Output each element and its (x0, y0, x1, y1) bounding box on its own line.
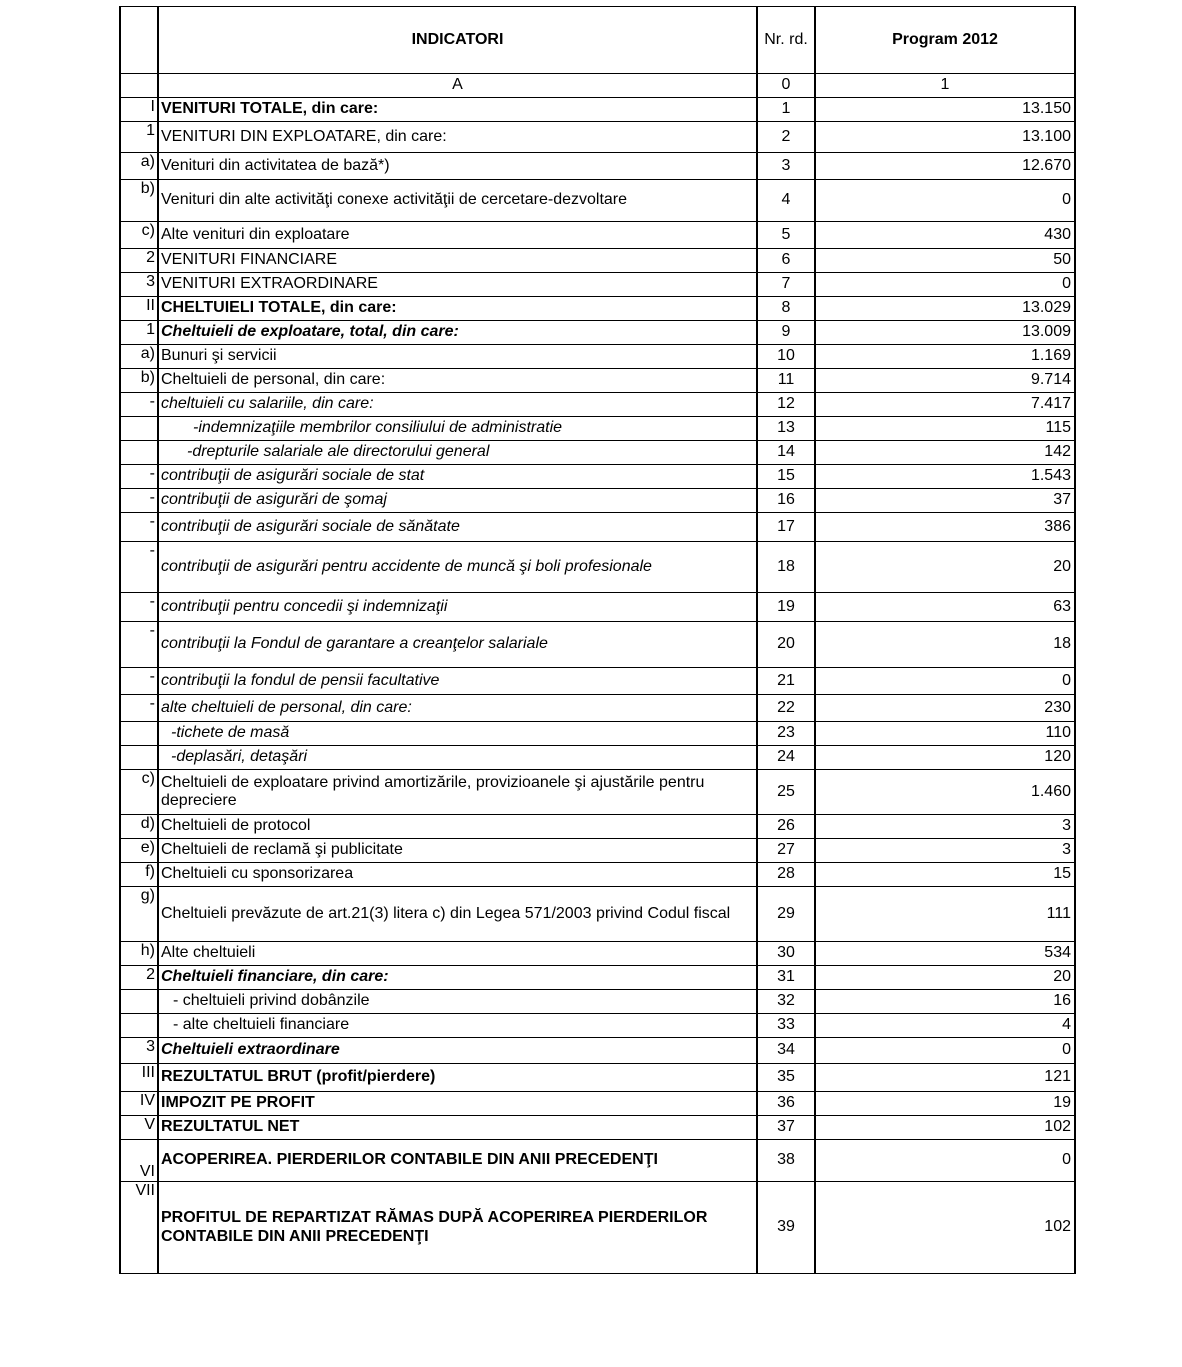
row-number: 3 (757, 153, 815, 180)
row-value: 19 (815, 1092, 1075, 1116)
row-code: 1 (120, 122, 158, 153)
row-code (120, 746, 158, 770)
row-code (120, 441, 158, 465)
row-indicator: contribuţii de asigurări de şomaj (158, 489, 757, 513)
table-row (120, 966, 1075, 990)
row-indicator: Cheltuieli de reclamă şi publicitate (158, 839, 757, 863)
row-value: 121 (815, 1064, 1075, 1092)
table-row (120, 668, 1075, 695)
row-indicator: Cheltuieli de exploatare, total, din care: (158, 321, 757, 345)
row-value: 13.150 (815, 98, 1075, 122)
subheader-row (120, 74, 1075, 98)
row-value: 13.100 (815, 122, 1075, 153)
row-value: 12.670 (815, 153, 1075, 180)
row-value: 18 (815, 622, 1075, 668)
row-number: 26 (757, 815, 815, 839)
table-row (120, 489, 1075, 513)
row-number: 18 (757, 542, 815, 593)
row-code: - (120, 668, 158, 695)
row-number: 29 (757, 887, 815, 942)
row-indicator: Cheltuieli de protocol (158, 815, 757, 839)
row-value: 430 (815, 222, 1075, 249)
table-row (120, 839, 1075, 863)
row-value: 1.460 (815, 770, 1075, 815)
row-code: I (120, 98, 158, 122)
row-code: - (120, 593, 158, 622)
row-indicator: ACOPERIREA. PIERDERILOR CONTABILE DIN ANII PRECEDENŢI (158, 1140, 757, 1182)
row-code: d) (120, 815, 158, 839)
row-code: e) (120, 839, 158, 863)
row-number: 20 (757, 622, 815, 668)
row-value: 9.714 (815, 369, 1075, 393)
row-value: 20 (815, 542, 1075, 593)
row-code: VII (120, 1182, 158, 1274)
row-indicator: Cheltuieli extraordinare (158, 1038, 757, 1064)
row-indicator: Cheltuieli de exploatare privind amortizările, provizioanele şi ajustările pentru depreciere (158, 770, 757, 815)
row-number: 7 (757, 273, 815, 297)
row-indicator: -deplasări, detaşări (158, 746, 757, 770)
row-code: b) (120, 369, 158, 393)
row-code (120, 990, 158, 1014)
row-indicator: Cheltuieli cu sponsorizarea (158, 863, 757, 887)
table-row (120, 345, 1075, 369)
row-indicator: Alte cheltuieli (158, 942, 757, 966)
table-row (120, 153, 1075, 180)
row-code: - (120, 513, 158, 542)
row-indicator: cheltuieli cu salariile, din care: (158, 393, 757, 417)
row-number: 19 (757, 593, 815, 622)
row-number: 17 (757, 513, 815, 542)
table-row (120, 722, 1075, 746)
table-row (120, 321, 1075, 345)
table-row (120, 1038, 1075, 1064)
row-value: 20 (815, 966, 1075, 990)
row-number: 16 (757, 489, 815, 513)
table-row (120, 942, 1075, 966)
subheader-a: A (158, 74, 757, 98)
row-indicator: Alte venituri din exploatare (158, 222, 757, 249)
table-row (120, 273, 1075, 297)
table-row (120, 222, 1075, 249)
row-value: 534 (815, 942, 1075, 966)
row-number: 6 (757, 249, 815, 273)
row-number: 32 (757, 990, 815, 1014)
row-code: 3 (120, 1038, 158, 1064)
table-row (120, 297, 1075, 321)
row-value: 4 (815, 1014, 1075, 1038)
row-indicator: contribuţii de asigurări sociale de sănătate (158, 513, 757, 542)
row-number: 28 (757, 863, 815, 887)
row-value: 3 (815, 815, 1075, 839)
table-row (120, 1092, 1075, 1116)
row-indicator: -drepturile salariale ale directorului general (158, 441, 757, 465)
row-code: VI (120, 1140, 158, 1182)
table-row (120, 1014, 1075, 1038)
row-value: 50 (815, 249, 1075, 273)
row-code: - (120, 622, 158, 668)
row-number: 37 (757, 1116, 815, 1140)
row-indicator: IMPOZIT PE PROFIT (158, 1092, 757, 1116)
row-value: 102 (815, 1182, 1075, 1274)
row-value: 13.009 (815, 321, 1075, 345)
row-value: 386 (815, 513, 1075, 542)
row-indicator: VENITURI DIN EXPLOATARE, din care: (158, 122, 757, 153)
row-number: 12 (757, 393, 815, 417)
row-value: 63 (815, 593, 1075, 622)
row-number: 38 (757, 1140, 815, 1182)
row-value: 110 (815, 722, 1075, 746)
row-value: 0 (815, 180, 1075, 222)
row-value: 142 (815, 441, 1075, 465)
row-value: 7.417 (815, 393, 1075, 417)
table-row (120, 887, 1075, 942)
row-code: 3 (120, 273, 158, 297)
row-number: 30 (757, 942, 815, 966)
row-value: 3 (815, 839, 1075, 863)
row-indicator: - alte cheltuieli financiare (158, 1014, 757, 1038)
subheader-code-cell (120, 74, 158, 98)
row-number: 10 (757, 345, 815, 369)
row-number: 24 (757, 746, 815, 770)
table-row (120, 249, 1075, 273)
table-row (120, 770, 1075, 815)
row-number: 31 (757, 966, 815, 990)
row-code: f) (120, 863, 158, 887)
row-indicator: Venituri din activitatea de bază*) (158, 153, 757, 180)
table-row (120, 593, 1075, 622)
table-row (120, 417, 1075, 441)
row-code: h) (120, 942, 158, 966)
row-indicator: VENITURI FINANCIARE (158, 249, 757, 273)
row-value: 0 (815, 1140, 1075, 1182)
row-value: 102 (815, 1116, 1075, 1140)
row-number: 34 (757, 1038, 815, 1064)
row-number: 35 (757, 1064, 815, 1092)
row-indicator: REZULTATUL BRUT (profit/pierdere) (158, 1064, 757, 1092)
row-number: 2 (757, 122, 815, 153)
row-code: a) (120, 345, 158, 369)
row-indicator: PROFITUL DE REPARTIZAT RĂMAS DUPĂ ACOPERIREA PIERDERILOR CONTABILE DIN ANII PRECEDENŢI (158, 1182, 757, 1274)
row-code: 1 (120, 321, 158, 345)
row-value: 1.169 (815, 345, 1075, 369)
row-indicator: contribuţii de asigurări sociale de stat (158, 465, 757, 489)
row-indicator: contribuţii de asigurări pentru accidente de muncă şi boli profesionale (158, 542, 757, 593)
row-number: 27 (757, 839, 815, 863)
row-indicator: Cheltuieli financiare, din care: (158, 966, 757, 990)
row-code (120, 1014, 158, 1038)
row-number: 15 (757, 465, 815, 489)
row-number: 11 (757, 369, 815, 393)
header-nr-rd: Nr. rd. (757, 7, 815, 74)
row-value: 15 (815, 863, 1075, 887)
row-code: V (120, 1116, 158, 1140)
row-number: 13 (757, 417, 815, 441)
row-value: 0 (815, 1038, 1075, 1064)
table-row (120, 990, 1075, 1014)
row-code: - (120, 695, 158, 722)
table-row (120, 746, 1075, 770)
row-number: 21 (757, 668, 815, 695)
row-indicator: alte cheltuieli de personal, din care: (158, 695, 757, 722)
row-indicator: contribuţii pentru concedii şi indemnizaţii (158, 593, 757, 622)
row-code: b) (120, 180, 158, 222)
row-value: 0 (815, 668, 1075, 695)
row-number: 8 (757, 297, 815, 321)
row-code: 2 (120, 966, 158, 990)
row-indicator: VENITURI TOTALE, din care: (158, 98, 757, 122)
header-indicatori: INDICATORI (158, 7, 757, 74)
row-number: 25 (757, 770, 815, 815)
row-indicator: VENITURI EXTRAORDINARE (158, 273, 757, 297)
row-value: 115 (815, 417, 1075, 441)
row-value: 120 (815, 746, 1075, 770)
table-row (120, 622, 1075, 668)
row-indicator: Cheltuieli de personal, din care: (158, 369, 757, 393)
row-code: c) (120, 222, 158, 249)
row-indicator: REZULTATUL NET (158, 1116, 757, 1140)
row-indicator: CHELTUIELI TOTALE, din care: (158, 297, 757, 321)
row-indicator: contribuţii la fondul de pensii facultative (158, 668, 757, 695)
row-number: 14 (757, 441, 815, 465)
row-value: 16 (815, 990, 1075, 1014)
row-indicator: contribuţii la Fondul de garantare a creanţelor salariale (158, 622, 757, 668)
table-row (120, 393, 1075, 417)
row-code: - (120, 542, 158, 593)
row-number: 23 (757, 722, 815, 746)
row-code: c) (120, 770, 158, 815)
row-number: 1 (757, 98, 815, 122)
row-value: 230 (815, 695, 1075, 722)
header-program: Program 2012 (815, 7, 1075, 74)
table-row (120, 1064, 1075, 1092)
table-row (120, 98, 1075, 122)
row-indicator: -indemnizaţiile membrilor consiliului de administratie (158, 417, 757, 441)
row-indicator: -tichete de masă (158, 722, 757, 746)
row-code: - (120, 465, 158, 489)
row-code (120, 722, 158, 746)
row-code: IV (120, 1092, 158, 1116)
row-code: III (120, 1064, 158, 1092)
table-row (120, 441, 1075, 465)
row-value: 1.543 (815, 465, 1075, 489)
row-number: 5 (757, 222, 815, 249)
row-indicator: Cheltuieli prevăzute de art.21(3) litera c) din Legea 571/2003 privind Codul fiscal (158, 887, 757, 942)
table-row (120, 695, 1075, 722)
row-code: a) (120, 153, 158, 180)
row-code: II (120, 297, 158, 321)
table-row (120, 465, 1075, 489)
row-indicator: Bunuri şi servicii (158, 345, 757, 369)
table-row (120, 122, 1075, 153)
row-code: g) (120, 887, 158, 942)
row-value: 13.029 (815, 297, 1075, 321)
row-number: 22 (757, 695, 815, 722)
table-row (120, 1182, 1075, 1274)
row-code: - (120, 393, 158, 417)
row-number: 4 (757, 180, 815, 222)
table-row (120, 815, 1075, 839)
row-number: 9 (757, 321, 815, 345)
financial-table (119, 6, 1076, 1274)
row-value: 111 (815, 887, 1075, 942)
subheader-one: 1 (815, 74, 1075, 98)
table-row (120, 180, 1075, 222)
row-number: 39 (757, 1182, 815, 1274)
table-row (120, 863, 1075, 887)
table-row (120, 369, 1075, 393)
table-row (120, 513, 1075, 542)
row-number: 33 (757, 1014, 815, 1038)
header-row (120, 7, 1075, 74)
row-value: 0 (815, 273, 1075, 297)
table-row (120, 542, 1075, 593)
row-code: - (120, 489, 158, 513)
row-value: 37 (815, 489, 1075, 513)
subheader-zero: 0 (757, 74, 815, 98)
row-number: 36 (757, 1092, 815, 1116)
table-row (120, 1116, 1075, 1140)
row-indicator: - cheltuieli privind dobânzile (158, 990, 757, 1014)
table-row (120, 1140, 1075, 1182)
row-indicator: Venituri din alte activităţi conexe activităţii de cercetare-dezvoltare (158, 180, 757, 222)
row-code (120, 417, 158, 441)
row-code: 2 (120, 249, 158, 273)
header-code-cell (120, 7, 158, 74)
